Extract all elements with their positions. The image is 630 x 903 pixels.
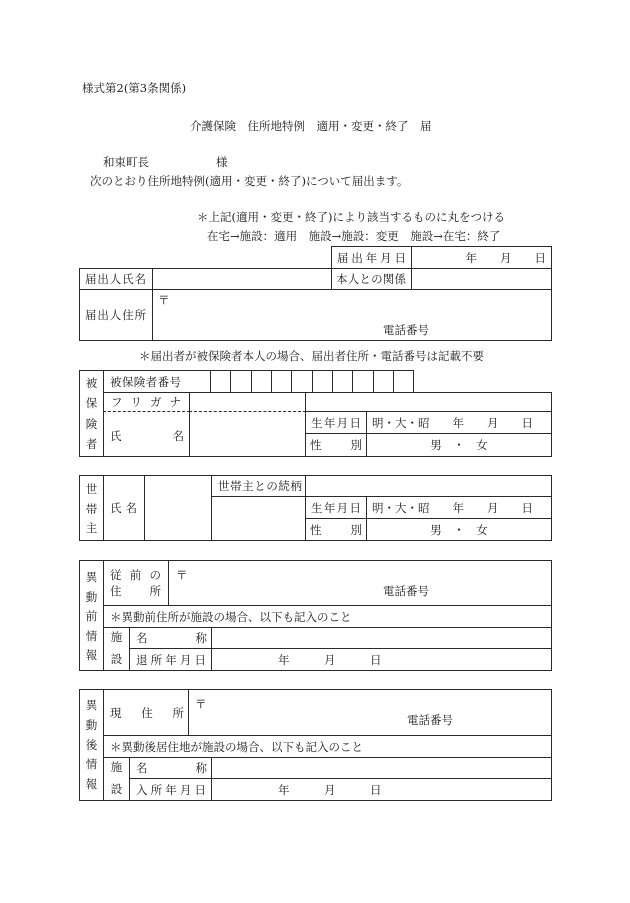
- household-relation-field[interactable]: [211, 496, 306, 541]
- label-character: 人: [347, 272, 360, 286]
- intro-text: 次のとおり住所地特例(適用・変更・終了)について届出ます。: [90, 174, 409, 188]
- label-character: 日: [349, 415, 361, 430]
- label-character: の: [266, 479, 278, 493]
- label-character: 保: [85, 396, 98, 411]
- label-character: 被: [85, 376, 98, 390]
- label-character: と: [254, 479, 266, 493]
- after-move-facility-label-cell: [103, 757, 130, 801]
- label-character: 本: [336, 272, 348, 286]
- label-character: 住: [122, 308, 134, 322]
- label-character: 退: [136, 652, 148, 667]
- previous-address-field[interactable]: [168, 560, 552, 606]
- label-character: 名: [134, 272, 146, 286]
- insured-number-label: [110, 376, 181, 388]
- label-character: 氏: [110, 429, 122, 443]
- insured-section-label-cell: [79, 370, 104, 457]
- addressee-name: 和束町長: [103, 155, 149, 169]
- label-character: 月: [336, 500, 349, 515]
- household-sex-field[interactable]: [366, 518, 552, 541]
- previous-address-label-line1: [110, 569, 161, 581]
- applicant-name-label: [85, 273, 146, 285]
- label-character: 情: [85, 628, 98, 643]
- label-character: ガ: [150, 395, 162, 409]
- discharge-date-label-cell: [129, 648, 212, 671]
- label-character: の: [149, 568, 161, 582]
- label-character: 月: [380, 250, 392, 265]
- label-character: 性: [310, 522, 322, 537]
- label-character: 所: [172, 705, 184, 720]
- label-character: 世: [218, 479, 230, 493]
- relation-field[interactable]: [411, 268, 552, 290]
- admission-date-label-cell: [129, 778, 212, 801]
- label-character: 年: [165, 782, 177, 797]
- current-address-label: [110, 707, 184, 719]
- label-character: 係: [394, 272, 406, 286]
- label-character: 施: [110, 630, 123, 644]
- insured-section-label: [80, 377, 103, 450]
- household-sex-options: 男 ・ 女: [430, 522, 488, 537]
- insured-name-field[interactable]: [189, 411, 306, 457]
- insured-sex-label: [310, 439, 362, 451]
- furigana-field[interactable]: [189, 392, 306, 412]
- postal-mark: 〒: [195, 697, 207, 711]
- label-character: 月: [179, 652, 192, 667]
- form-number: 様式第2(第3条関係): [82, 81, 187, 95]
- insured-number-digit-box[interactable]: [312, 370, 333, 393]
- label-character: 報: [85, 648, 98, 662]
- insured-birth-field[interactable]: [366, 411, 552, 434]
- label-character: 別: [350, 522, 362, 537]
- insured-number-digit-box[interactable]: [271, 370, 292, 393]
- applicant-address-label: [85, 309, 146, 321]
- insured-number-digit-box[interactable]: [352, 370, 374, 393]
- applicant-name-label-cell: [79, 268, 153, 290]
- after-move-facility-name-label: [136, 762, 207, 774]
- after-move-facility-name-field[interactable]: [211, 757, 552, 779]
- label-character: 帯: [85, 501, 98, 516]
- insured-birth-label-cell: [305, 411, 367, 434]
- household-sex-label: [310, 524, 362, 536]
- label-character: 続: [278, 479, 290, 493]
- label-character: 後: [85, 737, 98, 752]
- household-birth-label-cell: [305, 496, 367, 519]
- label-character: 名: [172, 429, 184, 443]
- after-move-section-label: [80, 699, 103, 790]
- household-birth-field[interactable]: [366, 496, 552, 519]
- label-character: 施: [110, 760, 123, 774]
- after-move-section-label-cell: [79, 689, 104, 801]
- label-character: 者: [85, 436, 98, 451]
- blank-cell: [305, 392, 552, 412]
- label-character: ナ: [169, 395, 181, 409]
- insured-number-digit-box[interactable]: [332, 370, 353, 393]
- label-character: 設: [110, 782, 123, 796]
- after-move-facility-note: ＊異動後居住地が施設の場合、以下も記入のこと: [110, 739, 363, 754]
- label-character: 動: [85, 589, 98, 604]
- current-address-label-cell: [103, 689, 189, 736]
- label-character: 従: [110, 568, 122, 582]
- previous-address-label-cell: [103, 560, 169, 606]
- label-character: 出: [97, 272, 109, 286]
- discharge-date-field[interactable]: [211, 648, 552, 671]
- label-character: と: [359, 272, 371, 286]
- circle-instruction: ＊上記(適用・変更・終了)により該当するものに丸をつける: [197, 210, 505, 224]
- label-character: 日: [194, 782, 206, 797]
- label-character: リ: [130, 395, 142, 409]
- insured-number-digit-box[interactable]: [210, 370, 231, 393]
- insured-sex-options: 男 ・ 女: [430, 438, 488, 452]
- after-move-facility-label: [104, 761, 129, 795]
- phone-label: 電話番号: [383, 584, 429, 598]
- blank-cell: [305, 475, 552, 497]
- before-move-facility-note: ＊異動前住所が施設の場合、以下も記入のこと: [110, 609, 352, 624]
- label-character: 称: [195, 761, 207, 775]
- admission-date-field[interactable]: [211, 778, 552, 801]
- postal-mark: 〒: [176, 568, 188, 582]
- label-character: 関: [382, 272, 395, 286]
- label-character: 出: [97, 308, 109, 322]
- insured-number-digit-box[interactable]: [230, 370, 252, 393]
- label-character: 年: [323, 415, 336, 430]
- insured-number-digit-box[interactable]: [373, 370, 394, 393]
- before-move-section-label: [80, 571, 103, 661]
- household-birth-format: 明・大・昭 年 月 日: [372, 500, 533, 515]
- transition-key: 在宅→施設：適用 施設→施設：変更 施設→在宅：終了: [207, 229, 501, 243]
- insured-number-label-cell: [103, 370, 211, 393]
- label-character: 前: [85, 609, 98, 623]
- applicant-note: ＊届出者が被保険者本人の場合、届出者住所・電話番号は記載不要: [139, 349, 484, 363]
- label-character: 主: [242, 479, 254, 493]
- insured-birth-format: 明・大・昭 年 月 日: [372, 415, 533, 430]
- insured-name-label: [110, 430, 184, 442]
- insured-number-digit-box[interactable]: [291, 370, 313, 393]
- addressee-honorific: 様: [216, 155, 228, 169]
- insured-sex-field[interactable]: [366, 433, 552, 457]
- label-character: 者: [145, 374, 158, 389]
- label-character: 保: [121, 374, 134, 389]
- relation-label: [336, 273, 406, 285]
- label-character: 柄: [290, 479, 302, 493]
- phone-label: 電話番号: [383, 323, 429, 337]
- label-character: 号: [169, 374, 181, 389]
- label-character: 年: [323, 500, 336, 515]
- label-character: 険: [85, 416, 98, 431]
- furigana-label-cell: [103, 392, 190, 412]
- label-character: 被: [110, 374, 122, 389]
- label-character: 届: [85, 308, 97, 322]
- label-character: 設: [110, 652, 123, 666]
- after-move-facility-note-cell: [103, 735, 552, 758]
- label-character: 人: [109, 272, 122, 286]
- relation-label-cell: [331, 268, 412, 290]
- previous-address-label-line2: [110, 585, 161, 597]
- label-character: 世: [85, 482, 98, 496]
- label-character: 番: [157, 374, 170, 389]
- household-relation-label: [218, 480, 302, 492]
- household-name-field[interactable]: [144, 475, 212, 541]
- label-character: 日: [194, 652, 206, 667]
- discharge-date-label: [136, 654, 206, 666]
- label-character: 月: [336, 415, 349, 430]
- label-character: 名: [125, 501, 137, 515]
- label-character: 入: [136, 782, 148, 797]
- label-character: 日: [349, 500, 361, 515]
- label-character: 氏: [122, 272, 134, 286]
- applicant-address-label-cell: [79, 289, 153, 341]
- label-character: 所: [150, 782, 163, 797]
- household-sex-label-cell: [305, 518, 367, 541]
- household-section-label-cell: [79, 475, 104, 541]
- label-character: フ: [111, 395, 123, 409]
- label-character: 別: [350, 438, 362, 452]
- label-character: 名: [136, 631, 148, 645]
- label-character: 人: [109, 308, 122, 322]
- applicant-address-field[interactable]: [152, 289, 552, 341]
- label-character: 年: [165, 652, 177, 667]
- after-move-facility-name-label-cell: [129, 757, 212, 779]
- before-move-section-label-cell: [79, 560, 104, 671]
- before-move-facility-label-cell: [103, 627, 130, 671]
- postal-mark: 〒: [158, 293, 170, 307]
- furigana-label: [111, 396, 181, 408]
- before-move-facility-name-label: [136, 632, 207, 644]
- label-character: 名: [136, 761, 148, 775]
- label-character: 険: [133, 374, 146, 389]
- household-relation-label-cell: [211, 475, 306, 497]
- label-character: 届: [85, 272, 97, 286]
- filing-date-label-cell: [331, 246, 412, 269]
- current-address-field[interactable]: [188, 689, 552, 736]
- label-character: 所: [150, 652, 163, 667]
- insured-number-digit-box[interactable]: [393, 370, 414, 393]
- label-character: の: [371, 272, 383, 286]
- label-character: 帯: [230, 479, 242, 493]
- label-character: 住: [141, 705, 153, 720]
- label-character: 動: [85, 717, 98, 732]
- label-character: 生: [311, 500, 323, 515]
- filing-date-label: [337, 252, 406, 264]
- before-move-facility-note-cell: [103, 605, 552, 628]
- label-character: 月: [179, 782, 192, 797]
- before-move-facility-label: [104, 631, 129, 665]
- label-character: 出: [351, 250, 363, 265]
- household-birth-label: [311, 502, 361, 514]
- phone-label: 電話番号: [407, 713, 453, 727]
- label-character: 現: [110, 705, 122, 720]
- label-character: 性: [310, 438, 322, 452]
- label-character: 日: [394, 250, 406, 265]
- before-move-facility-name-label-cell: [129, 627, 212, 649]
- discharge-date-format: 年 月 日: [278, 652, 382, 667]
- household-name-label: [110, 502, 137, 514]
- label-character: 主: [85, 521, 98, 535]
- insured-birth-label: [311, 417, 361, 429]
- label-character: 氏: [110, 501, 122, 515]
- label-character: 異: [85, 570, 98, 584]
- label-character: 所: [149, 584, 161, 598]
- filing-date-field[interactable]: [411, 246, 552, 269]
- label-character: 住: [110, 584, 122, 598]
- label-character: 異: [85, 698, 98, 712]
- filing-date-format: 年 月 日: [465, 250, 546, 265]
- admission-date-format: 年 月 日: [278, 782, 382, 797]
- label-character: 前: [129, 568, 142, 582]
- label-character: 称: [195, 631, 207, 645]
- label-character: 生: [311, 415, 323, 430]
- household-name-label-cell: [103, 475, 145, 541]
- label-character: 所: [134, 308, 146, 322]
- form-title: 介護保険 住所地特例 適用・変更・終了 届: [190, 119, 432, 133]
- before-move-facility-name-field[interactable]: [211, 627, 552, 649]
- label-character: 届: [337, 250, 349, 265]
- label-character: 年: [365, 250, 378, 265]
- insured-number-digit-box[interactable]: [251, 370, 272, 393]
- label-character: 報: [85, 777, 98, 791]
- insured-sex-label-cell: [305, 433, 367, 457]
- admission-date-label: [136, 784, 206, 796]
- household-section-label: [80, 483, 103, 534]
- label-character: 情: [85, 757, 98, 772]
- insured-name-label-cell: [103, 411, 190, 457]
- applicant-name-field[interactable]: [152, 268, 332, 290]
